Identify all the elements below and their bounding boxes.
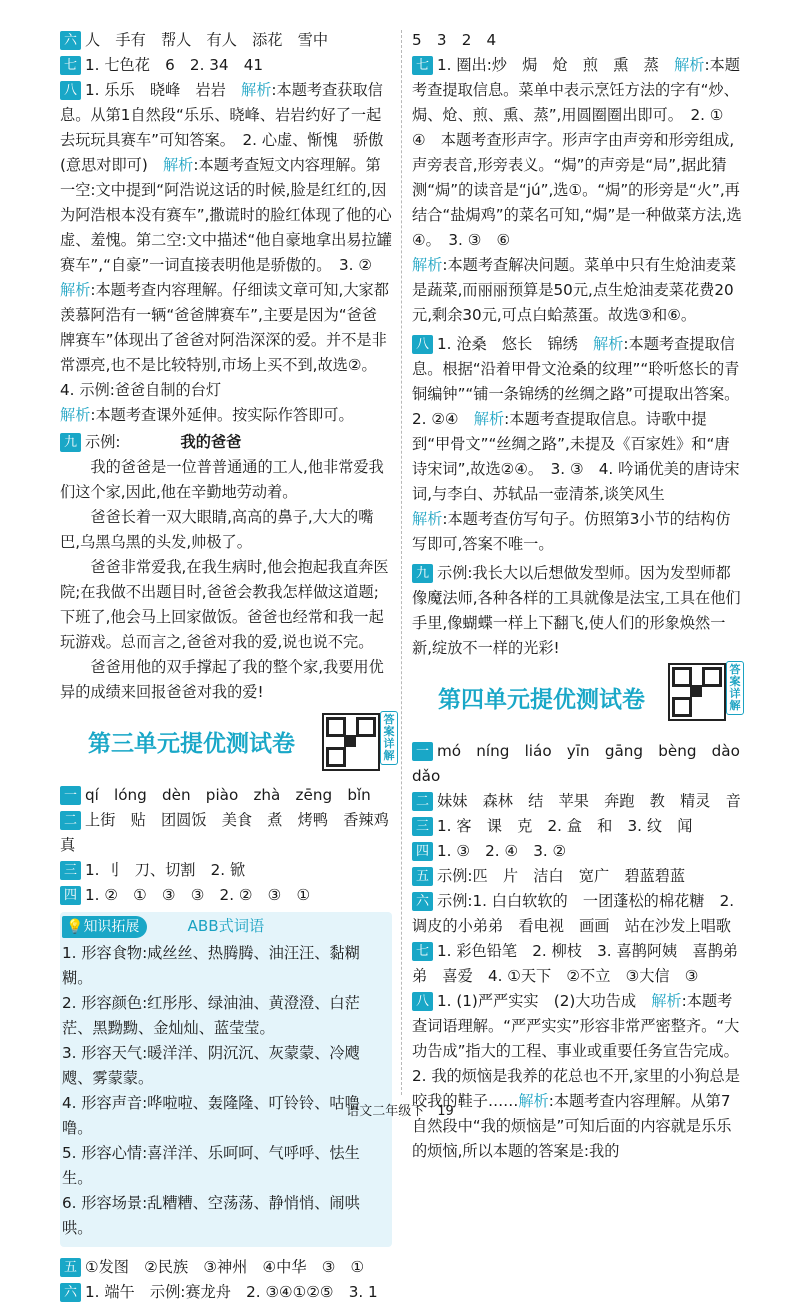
answer-text: 上街 贴 团圆饭 美食 煮 烤鸭 香辣鸡 真 [60,811,404,854]
extension-item: 6. 形容场景:乱糟糟、空荡荡、静悄悄、闹哄哄。 [62,1194,360,1237]
essay-paragraph: 爸爸非常爱我,在我生病时,他会抱起我直奔医院;在我做不出题目时,爸爸会教我怎样做这道题;下班了,他会马上回家做饭。爸爸也经常和我一起玩游戏。总而言之,爸爸对我的爱,说也说不完。 [60,558,389,651]
question-number-tag: 八 [412,335,433,354]
u3-answer-6 [60,1280,392,1305]
question-number-tag: 五 [412,867,433,886]
answer-text: 妹妹 森林 结 苹果 奔跑 教 精灵 音 [437,792,741,810]
extension-tag-label: 知识拓展 [83,918,140,935]
analysis-label: 解析 [674,56,705,74]
analysis-label: 解析 [651,992,682,1010]
question-number-tag: 六 [60,31,81,50]
u4-answer-8 [412,989,747,1164]
question-number-tag: 四 [60,886,81,905]
knowledge-extension-box [60,912,392,1247]
analysis-label: 解析 [241,81,272,99]
answer-text: 1. 七色花 6 2. 34 41 [85,56,264,74]
u4-answer-1 [412,739,756,789]
answer-9 [60,430,392,455]
analysis-text: :本题考查获取信息。从第1自然段“乐乐、晓峰、岩岩约好了一起去玩玩具赛车”可知答案。 2. 心虚、惭愧 骄傲(意思对即可) [60,81,384,174]
u4-answer-6 [412,889,742,939]
qr-caption: 答案详解 [380,711,398,765]
section-title: 第三单元提优测试卷 [88,731,295,757]
analysis-text: :本题考查短文内容理解。第一空:文中提到“阿浩说这话的时候,脸是红红的,因为阿浩根本没有赛车”,撒谎时的脸红体现了他的心虚、羞愧。第二空:文中描述“他自豪地拿出易拉罐赛车”,“自豪”一词直接表明他是骄傲的。 3. ② [60,156,392,274]
u4-answer-2 [412,789,742,814]
answer-text: 1. 圈出:炒 焗 炝 煎 熏 蒸 [437,56,675,74]
answer-8 [60,78,392,428]
analysis-text: :本题考查课外延伸。按实际作答即可。 [90,406,354,424]
u4-answer-5 [412,864,742,889]
u3-answer-4 [60,883,392,908]
question-number-tag: 一 [60,786,81,805]
answer-text: 1. 刂 刀、切割 2. 锨 [85,861,246,879]
analysis-label: 解析 [473,410,505,428]
analysis-label: 解析 [412,510,443,528]
answer-text: 示例:1. 白白软软的 一团蓬松的棉花糖 2. 调皮的小弟弟 看电视 画画 站在沙发上唱歌 [412,892,735,935]
question-number-tag: 七 [412,56,433,75]
analysis-label: 解析 [60,281,91,299]
answer-text: ①发图 ②民族 ③神州 ④中华 ③ ① [85,1258,365,1276]
extension-item: 1. 形容食物:咸丝丝、热腾腾、油汪汪、黏糊糊。 [62,944,360,987]
question-number-tag: 三 [60,861,81,880]
answer-text: 1. 乐乐 晓峰 岩岩 [85,81,242,99]
question-number-tag: 七 [60,56,81,75]
extension-item: 4. 形容声音:哗啦啦、轰隆隆、叮铃铃、咕噜噜。 [62,1094,360,1137]
question-number-tag: 五 [60,1258,81,1277]
answer-8 [412,332,747,557]
unit4-header [412,661,742,739]
analysis-text: :本题考查仿写句子。仿照第3小节的结构仿写即可,答案不唯一。 [412,510,731,553]
knowledge-extension-tag [62,916,147,938]
extension-item: 2. 形容颜色:红彤彤、绿油油、黄澄澄、白茫茫、黑黝黝、金灿灿、蓝莹莹。 [62,994,360,1037]
answer-9 [412,561,742,661]
answer-text: 1. ② ① ③ ③ 2. ② ③ ① [85,886,311,904]
analysis-label: 解析 [60,406,91,424]
u4-answer-4 [412,839,742,864]
lightbulb-icon: 💡 [66,918,84,935]
right-column [412,28,756,1164]
question-number-tag: 六 [412,892,433,911]
u4-answer-7 [412,939,742,989]
answer-text: 1. 客 课 克 2. 盒 和 3. 纹 闻 [437,817,693,835]
u3-answer-2 [60,808,404,858]
analysis-text: :本题考查内容理解。从第7自然段中“我的烦恼是”可知后面的内容就是乐乐的烦恼,所以本题的答案是:我的 [412,1092,732,1160]
answer-text: 1. 端午 示例:赛龙舟 2. ③④①②⑤ 3. 1 [85,1283,378,1301]
question-number-tag: 八 [60,81,81,100]
qr-code-icon [322,713,380,771]
analysis-text: :本题考查提取信息。根据“沿着甲骨文沧桑的纹理”“聆听悠长的青铜编钟”“铺一条锦绣的丝绸之路”可提取出答案。 2. ②④ [412,335,747,428]
section-title: 第四单元提优测试卷 [438,687,645,713]
answer-text: 示例: [85,433,121,451]
qr-code-icon [668,663,726,721]
question-number-tag: 三 [412,817,433,836]
answer-text: 1. ③ 2. ④ 3. ② [437,842,567,860]
answer-text: 示例:匹 片 洁白 宽广 碧蓝碧蓝 [437,867,686,885]
essay-title: 我的爸爸 [180,433,242,451]
question-number-tag: 二 [412,792,433,811]
analysis-text: :本题考查提取信息。诗歌中提到“甲骨文”“丝绸之路”,未提及《百家姓》和“唐诗宋词”,故选②④。 3. ③ 4. 吟诵优美的唐诗宋词,与李白、苏轼品一壶清茶,谈笑风生 [412,410,740,503]
question-number-tag: 七 [412,942,433,961]
unit3-header [60,705,395,783]
essay-paragraph: 爸爸长着一双大眼睛,高高的鼻子,大大的嘴巴,乌黑乌黑的头发,帅极了。 [60,508,374,551]
analysis-text: :本题考查内容理解。仔细读文章可知,大家都羡慕阿浩有一辆“爸爸牌赛车”,主要是因为“爸爸牌赛车”体现出了爸爸对阿浩深深的爱。并不是非常漂亮,也不是比较特别,市场上买不到,故选②。 4. 示例:爸爸自制的台灯 [60,281,389,399]
answer-text: qí lóng dèn piào zhà zēng bǐn [85,786,371,804]
answer-text: 示例:我长大以后想做发型师。因为发型师都像魔法师,各种各样的工具就像是法宝,工具在他们手里,像蝴蝶一样上下翻飞,使人们的形象焕然一新,绽放不一样的光彩! [412,564,741,657]
extension-title: ABB式词语 [187,917,265,935]
analysis-label: 解析 [412,256,443,274]
u3-answer-5 [60,1255,392,1280]
essay-paragraph: 我的爸爸是一位普普通通的工人,他非常爱我们这个家,因此,他在辛勤地劳动着。 [60,458,384,501]
page-footer: 语文二年级下 19 [346,1104,454,1119]
answer-text: 1. 彩色铅笔 2. 柳枝 3. 喜鹊阿姨 喜鹊弟弟 喜爱 4. ①天下 ②不立 ③大信 ③ [412,942,738,985]
answer-text: mó níng liáo yīn gāng bèng dào dǎo [412,742,756,785]
u3-answer-1 [60,783,392,808]
answer-text: 人 手有 帮人 有人 添花 雪中 [85,31,328,49]
analysis-text: :本题考查词语理解。“严严实实”形容非常严密整齐。“大功告成”指大的工程、事业或重要任务宣告完成。 2. 我的烦恼是我养的花总也不开,家里的小狗总是咬我的鞋子…… [412,992,747,1110]
answer-text: 1. (1)严严实实 (2)大功告成 [437,992,652,1010]
question-number-tag: 一 [412,742,433,761]
u3-answer-3 [60,858,392,883]
answer-7 [60,53,392,78]
column-divider [401,30,402,1095]
extension-item: 3. 形容天气:暖洋洋、阴沉沉、灰蒙蒙、冷飕飕、雾蒙蒙。 [62,1044,360,1087]
u4-answer-3 [412,814,742,839]
analysis-label: 解析 [593,335,624,353]
extension-item: 5. 形容心情:喜洋洋、乐呵呵、气呼呼、怯生生。 [62,1144,360,1187]
question-number-tag: 二 [60,811,81,830]
answer-text: 1. 沧桑 悠长 锦绣 [437,335,594,353]
question-number-tag: 九 [60,433,81,452]
question-number-tag: 八 [412,992,433,1011]
answer-6 [60,28,392,53]
question-number-tag: 四 [412,842,433,861]
answer-continuation: 5 3 2 4 [412,31,497,49]
question-number-tag: 九 [412,564,433,583]
analysis-label: 解析 [162,156,194,174]
essay-paragraph: 爸爸用他的双手撑起了我的整个家,我要用优异的成绩来回报爸爸对我的爱! [60,658,384,701]
knowledge-extension-header [62,914,386,939]
answer-7 [412,53,742,328]
question-number-tag: 六 [60,1283,81,1302]
analysis-text: :本题考查提取信息。菜单中表示烹饪方法的字有“炒、焗、炝、煎、熏、蒸”,用圆圈圈出即可。 2. ① ④ 本题考查形声字。形声字由声旁和形旁组成,声旁表音,形旁表义。“焗”的声旁是“局”,据此猜测“焗”的读音是“jú”,选①。“焗”的形旁是“火”,再结合“盐焗鸡”的菜名可知,“焗”是一种做菜方法,选④。 3. ③ ⑥ [412,56,742,249]
qr-caption: 答案详解 [726,661,744,715]
analysis-text: :本题考查解决问题。菜单中只有生炝油麦菜是蔬菜,而丽丽预算是50元,点生炝油麦菜花费20元,剩余30元,可点白蛤蒸蛋。故选③和⑥。 [412,256,737,324]
analysis-label: 解析 [518,1092,549,1110]
